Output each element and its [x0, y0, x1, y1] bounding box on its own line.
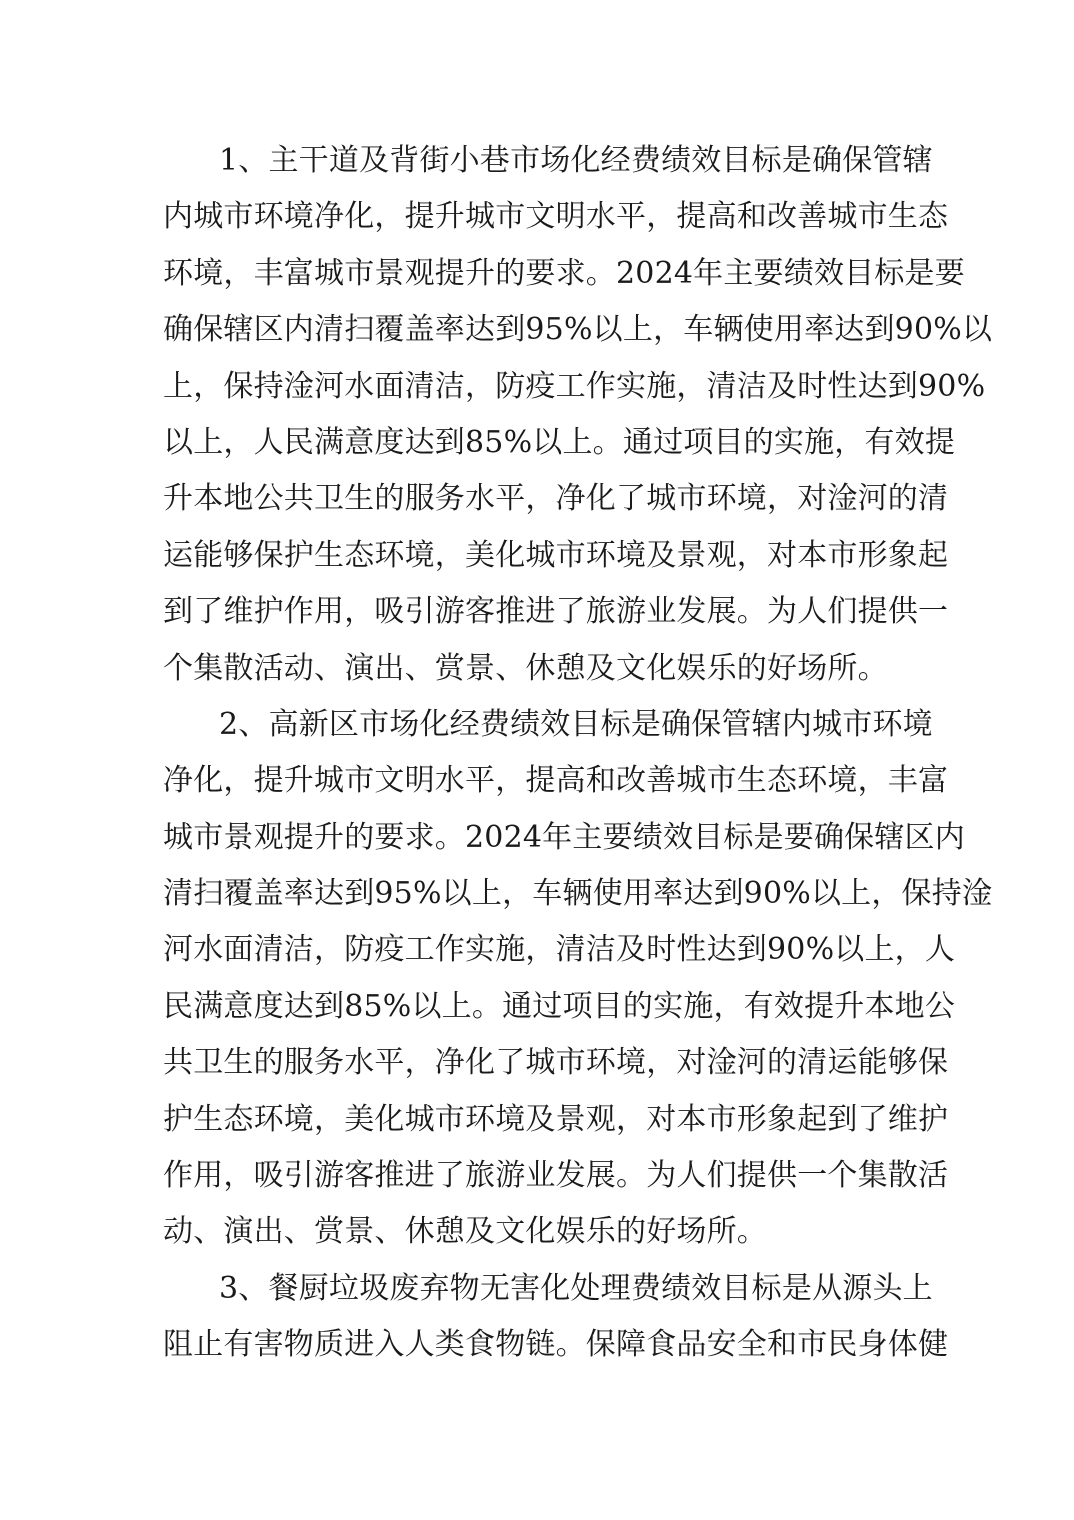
paragraph-2 — [163, 697, 993, 1261]
paragraph-line: 城市景观提升的要求。2024年主要绩效目标是要确保辖区内 — [163, 819, 965, 855]
paragraph-3 — [163, 1261, 949, 1374]
paragraph-line: 共卫生的服务水平，净化了城市环境，对淦河的清运能够保 — [163, 1045, 949, 1081]
paragraph-line: 2、高新区市场化经费绩效目标是确保管辖内城市环境 — [219, 706, 933, 742]
paragraph-line: 升本地公共卫生的服务水平，净化了城市环境，对淦河的清 — [163, 481, 949, 517]
paragraph-1 — [163, 133, 993, 697]
paragraph-line: 1、主干道及背街小巷市场化经费绩效目标是确保管辖 — [219, 143, 933, 178]
paragraph-line: 3、餐厨垃圾废弃物无害化处理费绩效目标是从源头上 — [219, 1270, 933, 1306]
paragraph-line: 净化，提升城市文明水平，提高和改善城市生态环境，丰富 — [163, 763, 949, 799]
paragraph-line: 作用，吸引游客推进了旅游业发展。为人们提供一个集散活 — [163, 1158, 949, 1194]
paragraph-line: 内城市环境净化，提升城市文明水平，提高和改善城市生态 — [163, 199, 949, 235]
paragraph-line: 阻止有害物质进入人类食物链。保障食品安全和市民身体健 — [163, 1327, 949, 1363]
document-body — [163, 133, 993, 1374]
paragraph-line: 环境，丰富城市景观提升的要求。2024年主要绩效目标是要 — [163, 255, 965, 291]
paragraph-line: 清扫覆盖率达到95%以上，车辆使用率达到90%以上，保持淦 — [163, 876, 993, 912]
paragraph-line: 护生态环境，美化城市环境及景观，对本市形象起到了维护 — [163, 1101, 949, 1137]
paragraph-line: 动、演出、赏景、休憩及文化娱乐的好场所。 — [163, 1214, 767, 1250]
paragraph-line: 上，保持淦河水面清洁，防疫工作实施，清洁及时性达到90% — [163, 368, 986, 404]
paragraph-line: 到了维护作用，吸引游客推进了旅游业发展。为人们提供一 — [163, 594, 949, 630]
paragraph-line: 以上，人民满意度达到85%以上。通过项目的实施，有效提 — [163, 424, 956, 460]
paragraph-line: 运能够保护生态环境，美化城市环境及景观，对本市形象起 — [163, 537, 949, 573]
paragraph-line: 确保辖区内清扫覆盖率达到95%以上，车辆使用率达到90%以 — [163, 312, 993, 348]
paragraph-line: 个集散活动、演出、赏景、休憩及文化娱乐的好场所。 — [163, 650, 888, 686]
paragraph-line: 河水面清洁，防疫工作实施，清洁及时性达到90%以上，人 — [163, 932, 956, 968]
paragraph-line: 民满意度达到85%以上。通过项目的实施，有效提升本地公 — [163, 988, 956, 1024]
